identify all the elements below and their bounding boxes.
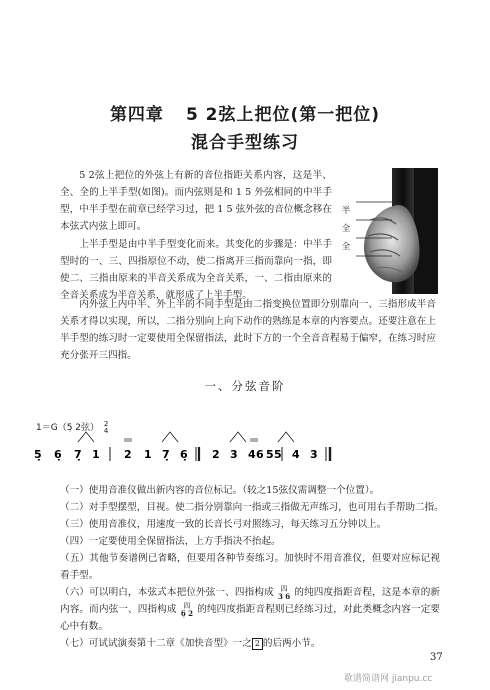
intro-paragraph-3: 内外弦上内中半、外上半的不同手型是由二指变换位置即分别靠向一、三指形成半音关系才得以实现，所以，二指分别向上向下动作的熟练是本章的内容要点。还要注意在上半手型的练习时一定要使用全保留指法，此时下方的一个全音音程易于偏窄，在练习时应充分张开三四指。	[60, 299, 436, 361]
instruction-6	[60, 584, 440, 635]
instruction-4: （四）一定要使用全保留指法，上方手指决不抬起。	[60, 536, 281, 547]
interval-inner-top: 四	[183, 601, 191, 610]
note-m3-1: 2	[212, 448, 220, 461]
instruction-5: （五）其他节奏谱例已省略，但要用各种节奏练习。加快时不用音准仪，但要对应标记视看手型。	[60, 553, 440, 581]
note-m3-4: 5	[266, 448, 274, 461]
note-m2-2: 1	[144, 448, 152, 461]
interval-label-half: 半	[341, 206, 351, 216]
hand-position-photo	[336, 168, 438, 294]
instruction-2: （二）对手型摆型，目视。使二指分别靠向一指或三指做无声练习，也可用右手帮助二指。	[60, 502, 444, 513]
slur-mark-2	[162, 432, 178, 442]
watermark: 歌谱简谱网 jianpu.cc	[344, 674, 433, 684]
instruction-6-part-1: （六）可以明白，本弦式本把位外弦一、四指构成	[60, 587, 274, 598]
instruction-7-part-1: （七）可试试演奏第十二章《加快音型》一之	[60, 638, 252, 649]
intro-paragraph-2: 上半手型是由中半手型变化而来。其变化的步骤是：中半手型时的一、三、四指原位不动，使二指离开三指而靠向一指，即使二、三指由原来的半音关系成为全音关系，一、二指由原来的全音关系成为半音关系，就形成了上半手型。	[60, 239, 332, 301]
section-title: 一、分弦音阶	[204, 379, 286, 393]
interval-label-whole-2: 全	[341, 242, 351, 252]
page-number: 37	[430, 652, 443, 663]
interval-mark-outer	[278, 585, 290, 601]
note-m3-2: 3	[230, 448, 238, 461]
note-m2-4: 6̣	[180, 448, 188, 461]
instruction-6-part-3: 的纯四度指距音程则已经练习过，对此类概念内容一定要心中有数。	[60, 604, 441, 632]
chapter-subtitle: 混合手型练习	[191, 133, 299, 153]
chapter-title	[0, 100, 490, 125]
instruction-6-part-2: 的纯四度指距音程，这是本章的新内容。而内弦一、四指构成	[60, 587, 441, 615]
instruction-7-part-2: 的后两小节。	[262, 638, 321, 649]
time-bottom: 4	[103, 426, 109, 435]
note-m2-3: 7̣	[162, 448, 170, 461]
note-m4-1: 6	[256, 448, 264, 461]
slur-mark-1	[78, 432, 94, 442]
note-m4-2: 5	[274, 448, 282, 461]
key-text: 1＝G（5̣ 2弦）	[36, 423, 100, 433]
note-m4-3: 4	[292, 448, 300, 461]
instruction-3: （三）使用音准仪，用速度一致的长音长弓对照练习，每天练习五分钟以上。	[60, 519, 387, 530]
interval-outer-value: 3 6	[277, 591, 291, 601]
interval-mark-inner	[181, 602, 193, 618]
boxed-number: 2	[252, 638, 263, 650]
note-m1-3: 7̣	[74, 448, 82, 461]
interval-outer-top: 四	[280, 584, 288, 593]
instruction-7	[60, 635, 320, 652]
note-m4-4: 3	[310, 448, 318, 461]
score-staff-end	[256, 430, 340, 472]
note-m2-1: 2	[124, 448, 132, 461]
note-m1-1: 5̣	[34, 448, 42, 461]
interval-inner-value: 6̣ 2	[180, 608, 193, 618]
note-m3-3: 4	[248, 448, 256, 461]
chapter-title-line1: 5 2弦上把位(第一把位)	[185, 105, 381, 125]
instruction-1: （一）使用音准仪做出新内容的音位标记。（较之15弦仪需调整一个位置）。	[60, 485, 380, 496]
chapter-number: 第四章	[109, 105, 164, 125]
time-top: 2	[103, 419, 109, 428]
intro-paragraph-1: 5 2弦上把位的外弦上有新的音位指距关系内容，这是半、全、全的上半手型(如图)。而内弦则是和 1 5 外弦相同的中半手型，中半手型在前章已经学习过，把 1 5 弦外弦的音位概念移在本弦式内弦上即可。	[60, 170, 332, 232]
interval-label-whole-1: 全	[341, 224, 351, 234]
note-m1-4: 1	[92, 448, 100, 461]
slur-mark-3	[230, 432, 246, 442]
note-m1-2: 6̣	[54, 448, 62, 461]
